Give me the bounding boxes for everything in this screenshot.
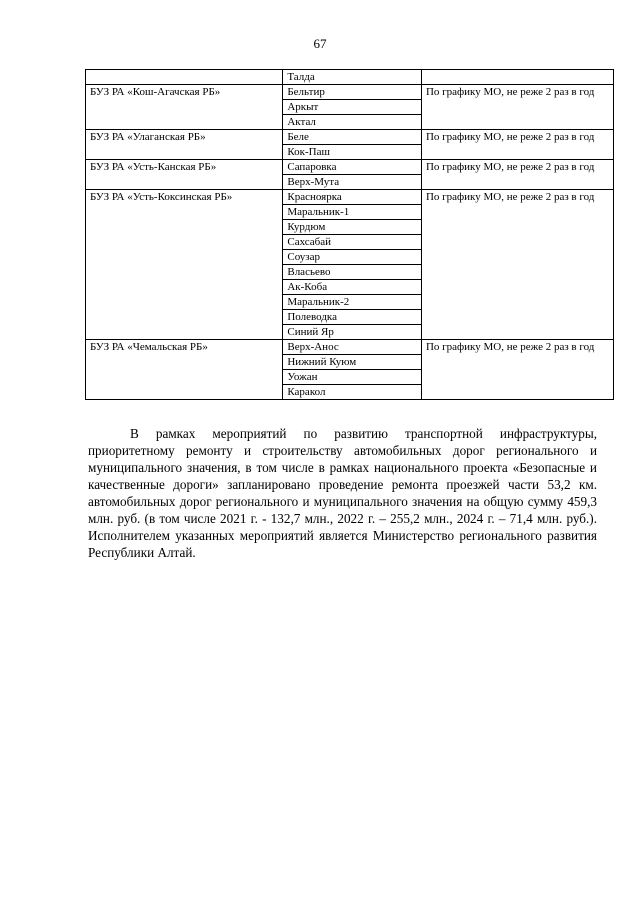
village-cell: Кок-Паш	[283, 145, 422, 160]
village-cell: Аркыт	[283, 100, 422, 115]
schedule-cell: По графику МО, не реже 2 раз в год	[421, 130, 613, 160]
village-cell: Сахсабай	[283, 235, 422, 250]
table-row	[86, 160, 614, 175]
village-cell: Соузар	[283, 250, 422, 265]
organization-cell: БУЗ РА «Кош-Агачская РБ»	[86, 85, 283, 130]
village-cell: Верх-Анос	[283, 340, 422, 355]
schedule-cell: По графику МО, не реже 2 раз в год	[421, 160, 613, 190]
village-cell: Ак-Коба	[283, 280, 422, 295]
village-cell: Курдюм	[283, 220, 422, 235]
village-cell: Нижний Куюм	[283, 355, 422, 370]
organization-cell: БУЗ РА «Улаганская РБ»	[86, 130, 283, 160]
village-cell: Уожан	[283, 370, 422, 385]
table-row	[86, 190, 614, 205]
village-cell: Сапаровка	[283, 160, 422, 175]
table-row	[86, 130, 614, 145]
schedule-cell	[421, 70, 613, 85]
village-cell: Талда	[283, 70, 422, 85]
body-paragraph	[88, 425, 597, 561]
village-cell: Актал	[283, 115, 422, 130]
schedule-cell: По графику МО, не реже 2 раз в год	[421, 85, 613, 130]
village-cell: Полеводка	[283, 310, 422, 325]
village-cell: Маральник-1	[283, 205, 422, 220]
village-cell: Синий Яр	[283, 325, 422, 340]
organization-cell: БУЗ РА «Усть-Канская РБ»	[86, 160, 283, 190]
table-row	[86, 85, 614, 100]
village-cell: Бельтир	[283, 85, 422, 100]
table-row	[86, 70, 614, 85]
village-cell: Власьево	[283, 265, 422, 280]
village-cell: Красноярка	[283, 190, 422, 205]
organization-cell: БУЗ РА «Чемальская РБ»	[86, 340, 283, 400]
organization-cell: БУЗ РА «Усть-Коксинская РБ»	[86, 190, 283, 340]
schedule-cell: По графику МО, не реже 2 раз в год	[421, 340, 613, 400]
schedule-table-body	[86, 70, 614, 400]
table-row	[86, 340, 614, 355]
organization-cell	[86, 70, 283, 85]
schedule-table	[85, 69, 614, 400]
paragraph-text: В рамках мероприятий по развитию транспортной инфраструктуры, приоритетному ремонту и строительству автомобильных дорог регионального и муниципального значения, в том числе в рамках национального проекта «Безопасные и качественные дороги» запланировано проведение ремонта проезжей части 53,2 км. автомобильных дорог регионального и муниципального значения на общую сумму 459,3 млн. руб. (в том числе 2021 г. - 132,7 млн., 2022 г. – 255,2 млн., 2024 г. – 71,4 млн. руб.). Исполнителем указанных мероприятий является Министерство регионального развития Республики Алтай.	[88, 426, 597, 560]
schedule-cell: По графику МО, не реже 2 раз в год	[421, 190, 613, 340]
village-cell: Беле	[283, 130, 422, 145]
village-cell: Верх-Мута	[283, 175, 422, 190]
page-number: 67	[313, 36, 327, 51]
village-cell: Каракол	[283, 385, 422, 400]
village-cell: Маральник-2	[283, 295, 422, 310]
